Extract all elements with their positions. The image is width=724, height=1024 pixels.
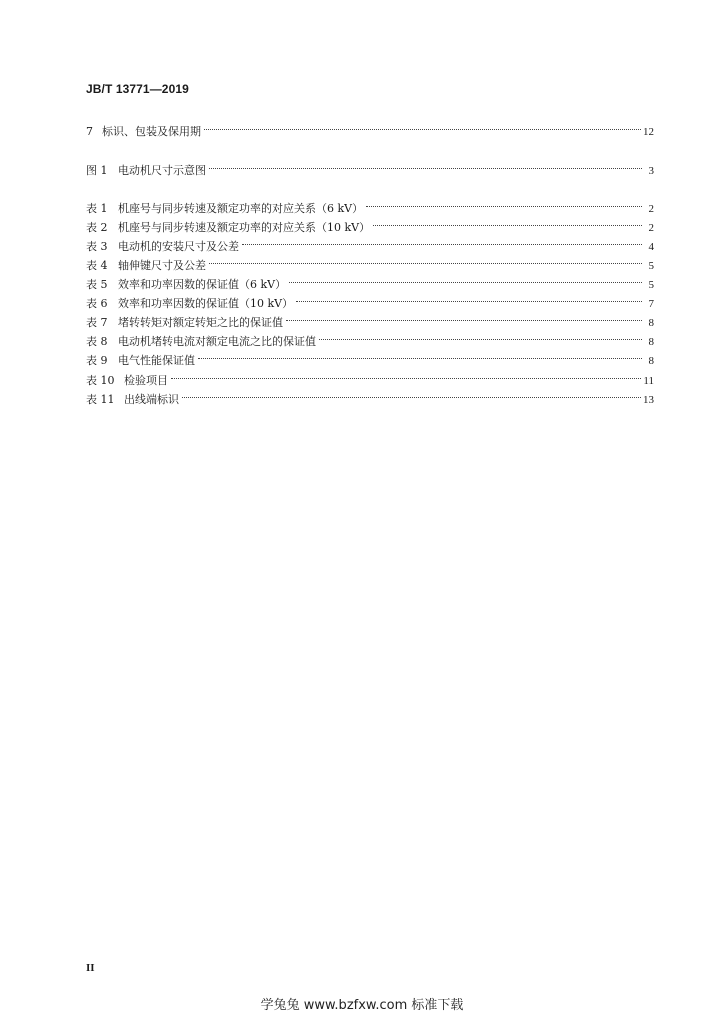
toc-entry-number: 表 2 <box>86 221 108 234</box>
toc-entry-title: 电动机尺寸示意图 <box>118 164 206 177</box>
dot-leader <box>296 289 642 307</box>
toc-entry-page: 8 <box>648 355 654 367</box>
toc-entry-number: 7 <box>86 125 93 138</box>
toc-entry-table-9[interactable] <box>86 346 654 367</box>
toc-entry-number: 表 11 <box>86 393 115 406</box>
dot-leader <box>373 213 642 231</box>
document-code: JB/T 13771—2019 <box>86 82 189 96</box>
toc-entry-title: 机座号与同步转速及额定功率的对应关系（6 kV） <box>118 202 364 215</box>
toc-entry-page: 3 <box>648 165 654 177</box>
dot-leader <box>242 232 642 250</box>
toc-entry-title: 堵转转矩对额定转矩之比的保证值 <box>118 316 283 329</box>
toc-entry-title: 出线端标识 <box>124 393 179 406</box>
toc-entry-number: 表 1 <box>86 202 108 215</box>
toc-entry-section-7[interactable] <box>86 117 654 138</box>
toc-entry-table-6[interactable] <box>86 289 654 310</box>
toc-entry-page: 2 <box>648 222 654 234</box>
toc-entry-number: 表 5 <box>86 278 108 291</box>
toc-entry-title: 标识、包装及保用期 <box>102 125 201 138</box>
toc-entry-title: 检验项目 <box>124 374 168 387</box>
dot-leader <box>366 194 642 212</box>
toc-entry-number: 图 1 <box>86 164 108 177</box>
toc-entry-page: 8 <box>648 336 654 348</box>
toc-entry-page: 13 <box>643 394 654 406</box>
dot-leader <box>204 117 641 135</box>
toc-entry-number: 表 3 <box>86 240 108 253</box>
toc-entry-number: 表 8 <box>86 335 108 348</box>
toc-entry-table-7[interactable] <box>86 308 654 329</box>
toc-entry-title: 电动机的安装尺寸及公差 <box>118 240 239 253</box>
toc-entry-figure-1[interactable] <box>86 156 654 177</box>
toc-entry-page: 5 <box>648 279 654 291</box>
dot-leader <box>198 346 642 364</box>
toc-entry-page: 8 <box>648 317 654 329</box>
page-number: II <box>86 962 95 974</box>
toc-entry-table-2[interactable] <box>86 213 654 234</box>
toc-entry-page: 7 <box>648 298 654 310</box>
toc-entry-table-1[interactable] <box>86 194 654 215</box>
dot-leader <box>209 156 642 174</box>
dot-leader <box>209 251 642 269</box>
toc-entry-page: 12 <box>643 126 654 138</box>
dot-leader <box>182 385 641 403</box>
toc-entry-page: 5 <box>648 260 654 272</box>
toc-entry-table-11[interactable] <box>86 385 654 406</box>
toc-entry-number: 表 7 <box>86 316 108 329</box>
toc-entry-table-10[interactable] <box>86 366 654 387</box>
dot-leader <box>289 270 642 288</box>
toc-entry-table-3[interactable] <box>86 232 654 253</box>
toc-entry-table-4[interactable] <box>86 251 654 272</box>
toc-entry-page: 11 <box>643 375 654 387</box>
toc-entry-title: 效率和功率因数的保证值（10 kV） <box>118 297 294 310</box>
toc-entry-title: 轴伸键尺寸及公差 <box>118 259 206 272</box>
toc-entry-title: 电气性能保证值 <box>118 354 195 367</box>
toc-entry-number: 表 9 <box>86 354 108 367</box>
toc-entry-title: 电动机堵转电流对额定电流之比的保证值 <box>118 335 316 348</box>
toc-entry-number: 表 4 <box>86 259 108 272</box>
toc-entry-table-8[interactable] <box>86 327 654 348</box>
toc-entry-number: 表 6 <box>86 297 108 310</box>
dot-leader <box>319 327 642 345</box>
toc-entry-table-5[interactable] <box>86 270 654 291</box>
toc-entry-page: 4 <box>648 241 654 253</box>
watermark-text: 学兔兔 www.bzfxw.com 标准下载 <box>260 998 464 1013</box>
toc-entry-title: 机座号与同步转速及额定功率的对应关系（10 kV） <box>118 221 371 234</box>
toc-entry-number: 表 10 <box>86 374 115 387</box>
dot-leader <box>286 308 642 326</box>
toc-entry-page: 2 <box>648 203 654 215</box>
toc-entry-title: 效率和功率因数的保证值（6 kV） <box>118 278 287 291</box>
dot-leader <box>171 366 641 384</box>
